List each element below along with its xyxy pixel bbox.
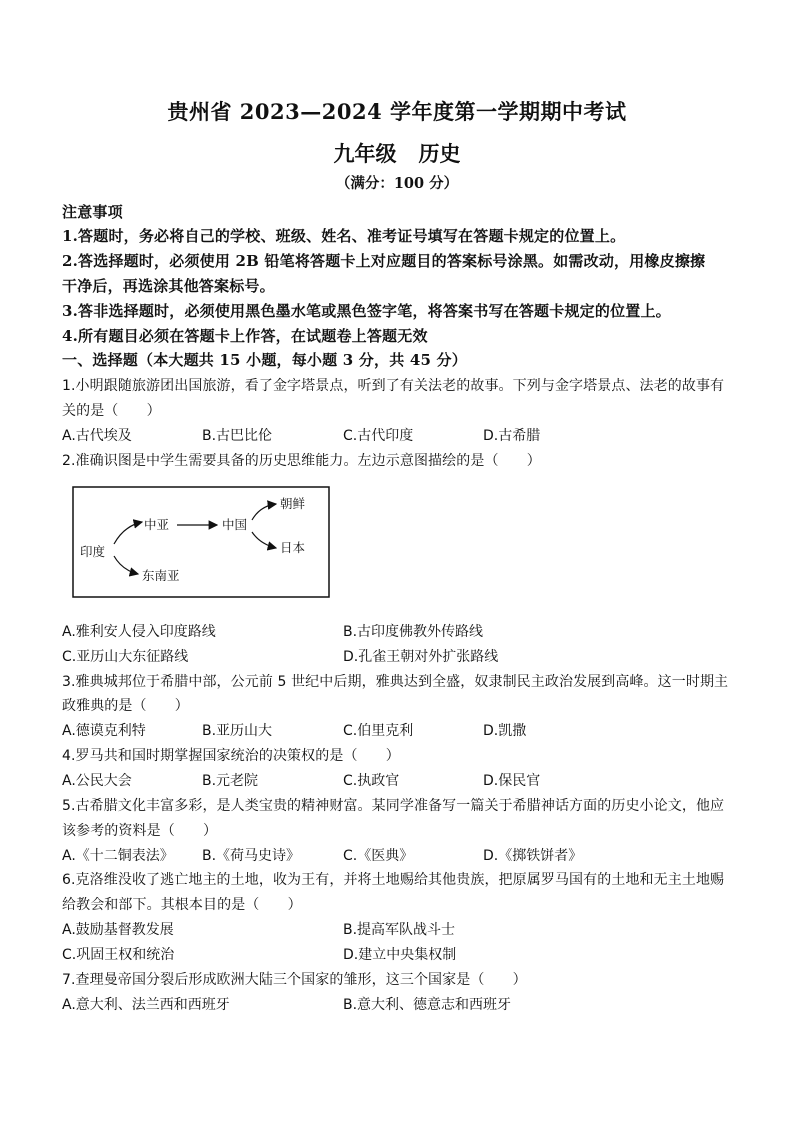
q6-option-d: D.建立中央集权制 (343, 947, 457, 963)
subject-label: 历史 (418, 141, 461, 166)
arrow-china-japan (252, 532, 276, 548)
q6-option-b: B.提高军队战斗士 (343, 922, 456, 938)
notice-item-2: 2.答选择题时，必须使用 2B 铅笔将答题卡上对应题目的答案标号涂黑。如需改动，用橡皮擦擦 (62, 252, 706, 270)
notice-item-3: 3.答非选择题时，必须使用黑色墨水笔或黑色签字笔，将答案书写在答题卡规定的位置上。 (62, 302, 671, 320)
label-korea: 朝鲜 (280, 496, 306, 511)
notice-item-1: 1.答题时，务必将自己的学校、班级、姓名、准考证号填写在答题卡规定的位置上。 (62, 227, 626, 245)
arrow-china-korea (252, 504, 276, 520)
question-6-stem-cont: 给教会和部下。其根本目的是（ ） (62, 897, 302, 913)
question-5-stem-cont: 该参考的资料是（ ） (62, 823, 218, 839)
q6-option-c: C.巩固王权和统治 (62, 947, 175, 963)
q7-option-a: A.意大利、法兰西和西班牙 (62, 997, 230, 1013)
q4-option-a: A.公民大会 (62, 773, 132, 789)
q5-option-d: D.《掷铁饼者》 (483, 848, 583, 864)
q5-option-a: A.《十二铜表法》 (62, 848, 174, 864)
label-southeast-asia: 东南亚 (142, 568, 180, 583)
q5-option-b: B.《荷马史诗》 (202, 848, 301, 864)
question-7-stem: 7.查理曼帝国分裂后形成欧洲大陆三个国家的雏形，这三个国家是（ ） (62, 972, 527, 988)
q5-option-c: C.《医典》 (343, 848, 414, 864)
arrow-india-central-asia (114, 522, 142, 544)
question-5-stem: 5.古希腊文化丰富多彩，是人类宝贵的精神财富。某同学准备写一篇关于希腊神话方面的历史小论文，他应 (62, 798, 725, 814)
label-japan: 日本 (280, 540, 306, 555)
q1-option-b: B.古巴比伦 (202, 428, 273, 444)
notice-heading: 注意事项 (62, 203, 123, 221)
q4-option-b: B.元老院 (202, 773, 259, 789)
label-india: 印度 (80, 544, 106, 559)
q2-option-b: B.古印度佛教外传路线 (343, 624, 484, 640)
full-score: （满分：100 分） (335, 175, 459, 192)
arrow-india-southeast-asia (114, 556, 138, 574)
route-diagram (72, 486, 330, 598)
notice-item-2-cont: 干净后，再选涂其他答案标号。 (62, 277, 275, 295)
question-1-stem-cont: 关的是（ ） (62, 403, 161, 419)
route-diagram-svg (72, 486, 330, 598)
q3-option-b: B.亚历山大 (202, 723, 273, 739)
q2-option-a: A.雅利安人侵入印度路线 (62, 624, 216, 640)
label-central-asia: 中亚 (144, 517, 170, 532)
section-heading: 一、选择题（本大题共 15 小题，每小题 3 分，共 45 分） (62, 351, 467, 369)
question-6-stem: 6.克洛维没收了逃亡地主的土地，收为王有，并将土地赐给其他贵族，把原属罗马国有的土地和无主土地赐 (62, 872, 725, 888)
q3-option-a: A.德谟克利特 (62, 723, 146, 739)
question-3-stem-cont: 政雅典的是（ ） (62, 698, 189, 714)
question-2-stem: 2.准确识图是中学生需要具备的历史思维能力。左边示意图描绘的是（ ） (62, 453, 541, 469)
grade-label: 九年级 (333, 141, 397, 166)
q2-option-d: D.孔雀王朝对外扩张路线 (343, 649, 499, 665)
exam-title: 贵州省 2023—2024 学年度第一学期期中考试 (167, 99, 627, 124)
q4-option-d: D.保民官 (483, 773, 541, 789)
question-3-stem: 3.雅典城邦位于希腊中部，公元前 5 世纪中后期，雅典达到全盛，奴隶制民主政治发展到高峰。这一时期主 (62, 674, 729, 690)
exam-subtitle (0, 138, 794, 168)
notice-item-4: 4.所有题目必须在答题卡上作答，在试题卷上答题无效 (62, 327, 428, 345)
q7-option-b: B.意大利、德意志和西班牙 (343, 997, 512, 1013)
q6-option-a: A.鼓励基督教发展 (62, 922, 174, 938)
q3-option-c: C.伯里克利 (343, 723, 414, 739)
label-china: 中国 (222, 517, 248, 532)
question-1-stem: 1.小明跟随旅游团出国旅游，看了金字塔景点，听到了有关法老的故事。下列与金字塔景点、法老的故事有 (62, 378, 725, 394)
q1-option-a: A.古代埃及 (62, 428, 132, 444)
q1-option-c: C.古代印度 (343, 428, 414, 444)
q4-option-c: C.执政官 (343, 773, 400, 789)
q1-option-d: D.古希腊 (483, 428, 541, 444)
question-4-stem: 4.罗马共和国时期掌握国家统治的决策权的是（ ） (62, 748, 400, 764)
q2-option-c: C.亚历山大东征路线 (62, 649, 189, 665)
q3-option-d: D.凯撒 (483, 723, 527, 739)
